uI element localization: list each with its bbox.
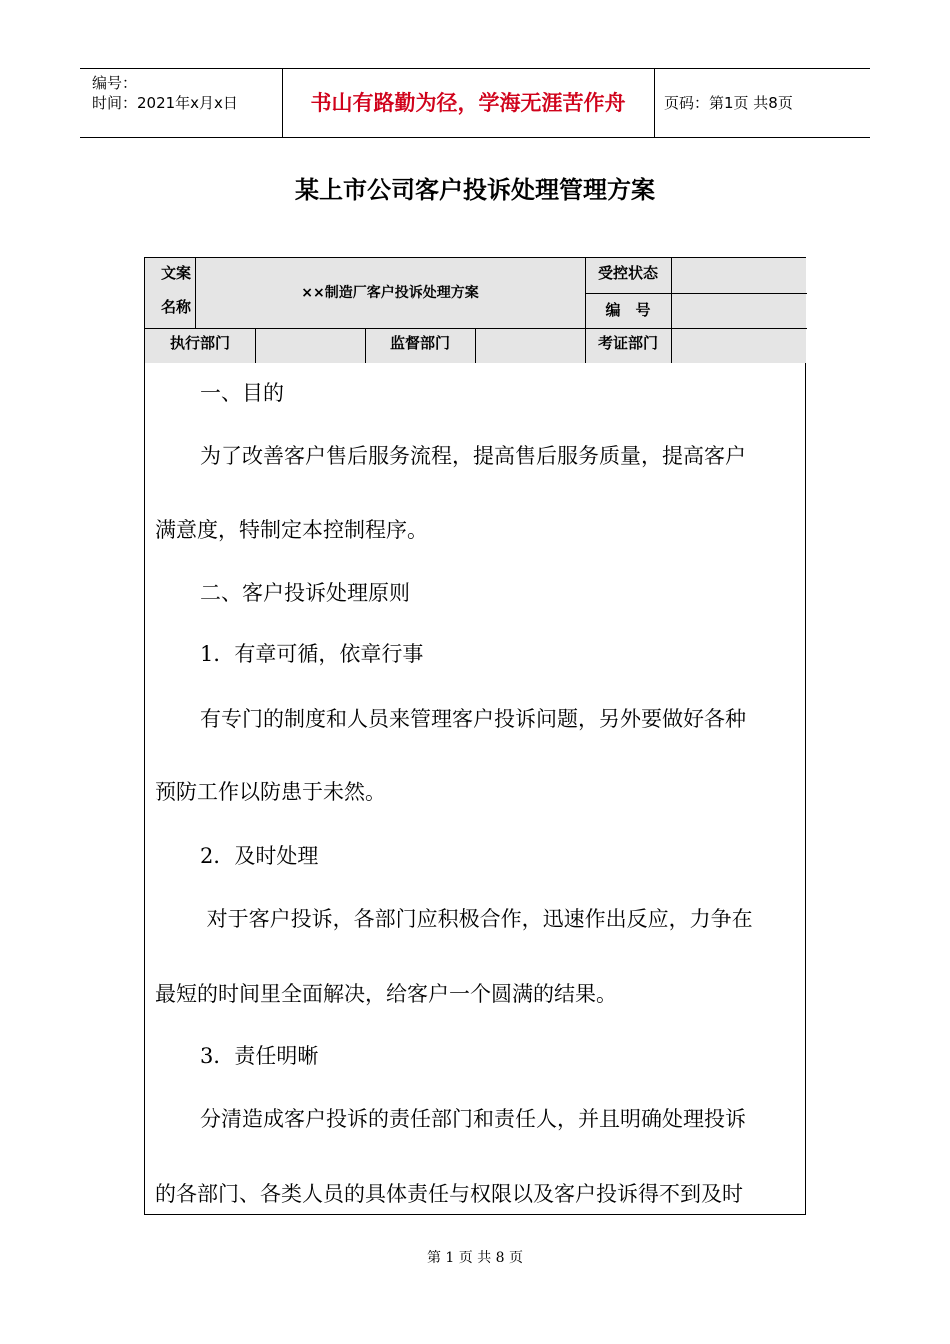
grid-line bbox=[585, 293, 807, 294]
control-status-label: 受控状态 bbox=[585, 258, 671, 293]
verify-dept-label: 考证部门 bbox=[585, 328, 671, 363]
paragraph-line: 有专门的制度和人员来管理客户投诉问题，另外要做好各种 bbox=[200, 707, 746, 731]
grid-line bbox=[475, 328, 476, 363]
grid-line bbox=[145, 328, 807, 329]
exec-dept-value bbox=[255, 328, 365, 363]
paragraph-line: 最短的时间里全面解决，给客户一个圆满的结果。 bbox=[155, 982, 617, 1006]
document-title: 某上市公司客户投诉处理管理方案 bbox=[295, 175, 655, 204]
grid-line bbox=[671, 258, 672, 363]
header-motto: 书山有路勤为径，学海无涯苦作舟 bbox=[310, 91, 626, 115]
name-label-cell bbox=[145, 258, 195, 328]
grid-line bbox=[585, 258, 586, 363]
grid-line bbox=[195, 258, 196, 328]
header-page-info: 页码：第1页 共8页 bbox=[664, 94, 793, 112]
number-label: 编号： bbox=[92, 74, 138, 92]
code-label: 编 号 bbox=[585, 293, 671, 328]
name-label-line2: 名称 bbox=[161, 298, 192, 316]
paragraph-line: 的各部门、各类人员的具体责任与权限以及客户投诉得不到及时 bbox=[155, 1182, 743, 1206]
paragraph-line: 满意度，特制定本控制程序。 bbox=[155, 518, 428, 542]
time-label: 时间：2021年x月x日 bbox=[92, 94, 238, 112]
section-heading: 一、目的 bbox=[200, 381, 284, 405]
section-heading: 二、客户投诉处理原则 bbox=[200, 581, 410, 605]
supervise-dept-label: 监督部门 bbox=[365, 328, 475, 363]
paragraph-line: 对于客户投诉，各部门应积极合作，迅速作出反应，力争在 bbox=[200, 907, 753, 931]
paragraph-line: 分清造成客户投诉的责任部门和责任人，并且明确处理投诉 bbox=[200, 1107, 746, 1131]
control-table bbox=[144, 257, 806, 363]
header-meta bbox=[92, 73, 238, 113]
name-label-line1: 文案 bbox=[161, 264, 192, 282]
document-header bbox=[80, 68, 870, 138]
subsection-heading: 1．有章可循，依章行事 bbox=[200, 642, 424, 666]
verify-dept-value bbox=[671, 328, 806, 363]
code-value bbox=[671, 293, 806, 328]
name-value-cell: ××制造厂客户投诉处理方案 bbox=[195, 258, 585, 328]
paragraph-line: 为了改善客户售后服务流程，提高售后服务质量，提高客户 bbox=[200, 444, 746, 468]
header-divider bbox=[654, 69, 655, 137]
supervise-dept-value bbox=[475, 328, 585, 363]
control-status-value bbox=[671, 258, 806, 293]
paragraph-line: 预防工作以防患于未然。 bbox=[155, 780, 386, 804]
grid-line bbox=[365, 328, 366, 363]
grid-line bbox=[255, 328, 256, 363]
subsection-heading: 2．及时处理 bbox=[200, 844, 319, 868]
subsection-heading: 3．责任明晰 bbox=[200, 1044, 319, 1068]
exec-dept-label: 执行部门 bbox=[145, 328, 255, 363]
page-footer: 第 1 页 共 8 页 bbox=[426, 1250, 524, 1266]
body-content bbox=[144, 363, 806, 1215]
